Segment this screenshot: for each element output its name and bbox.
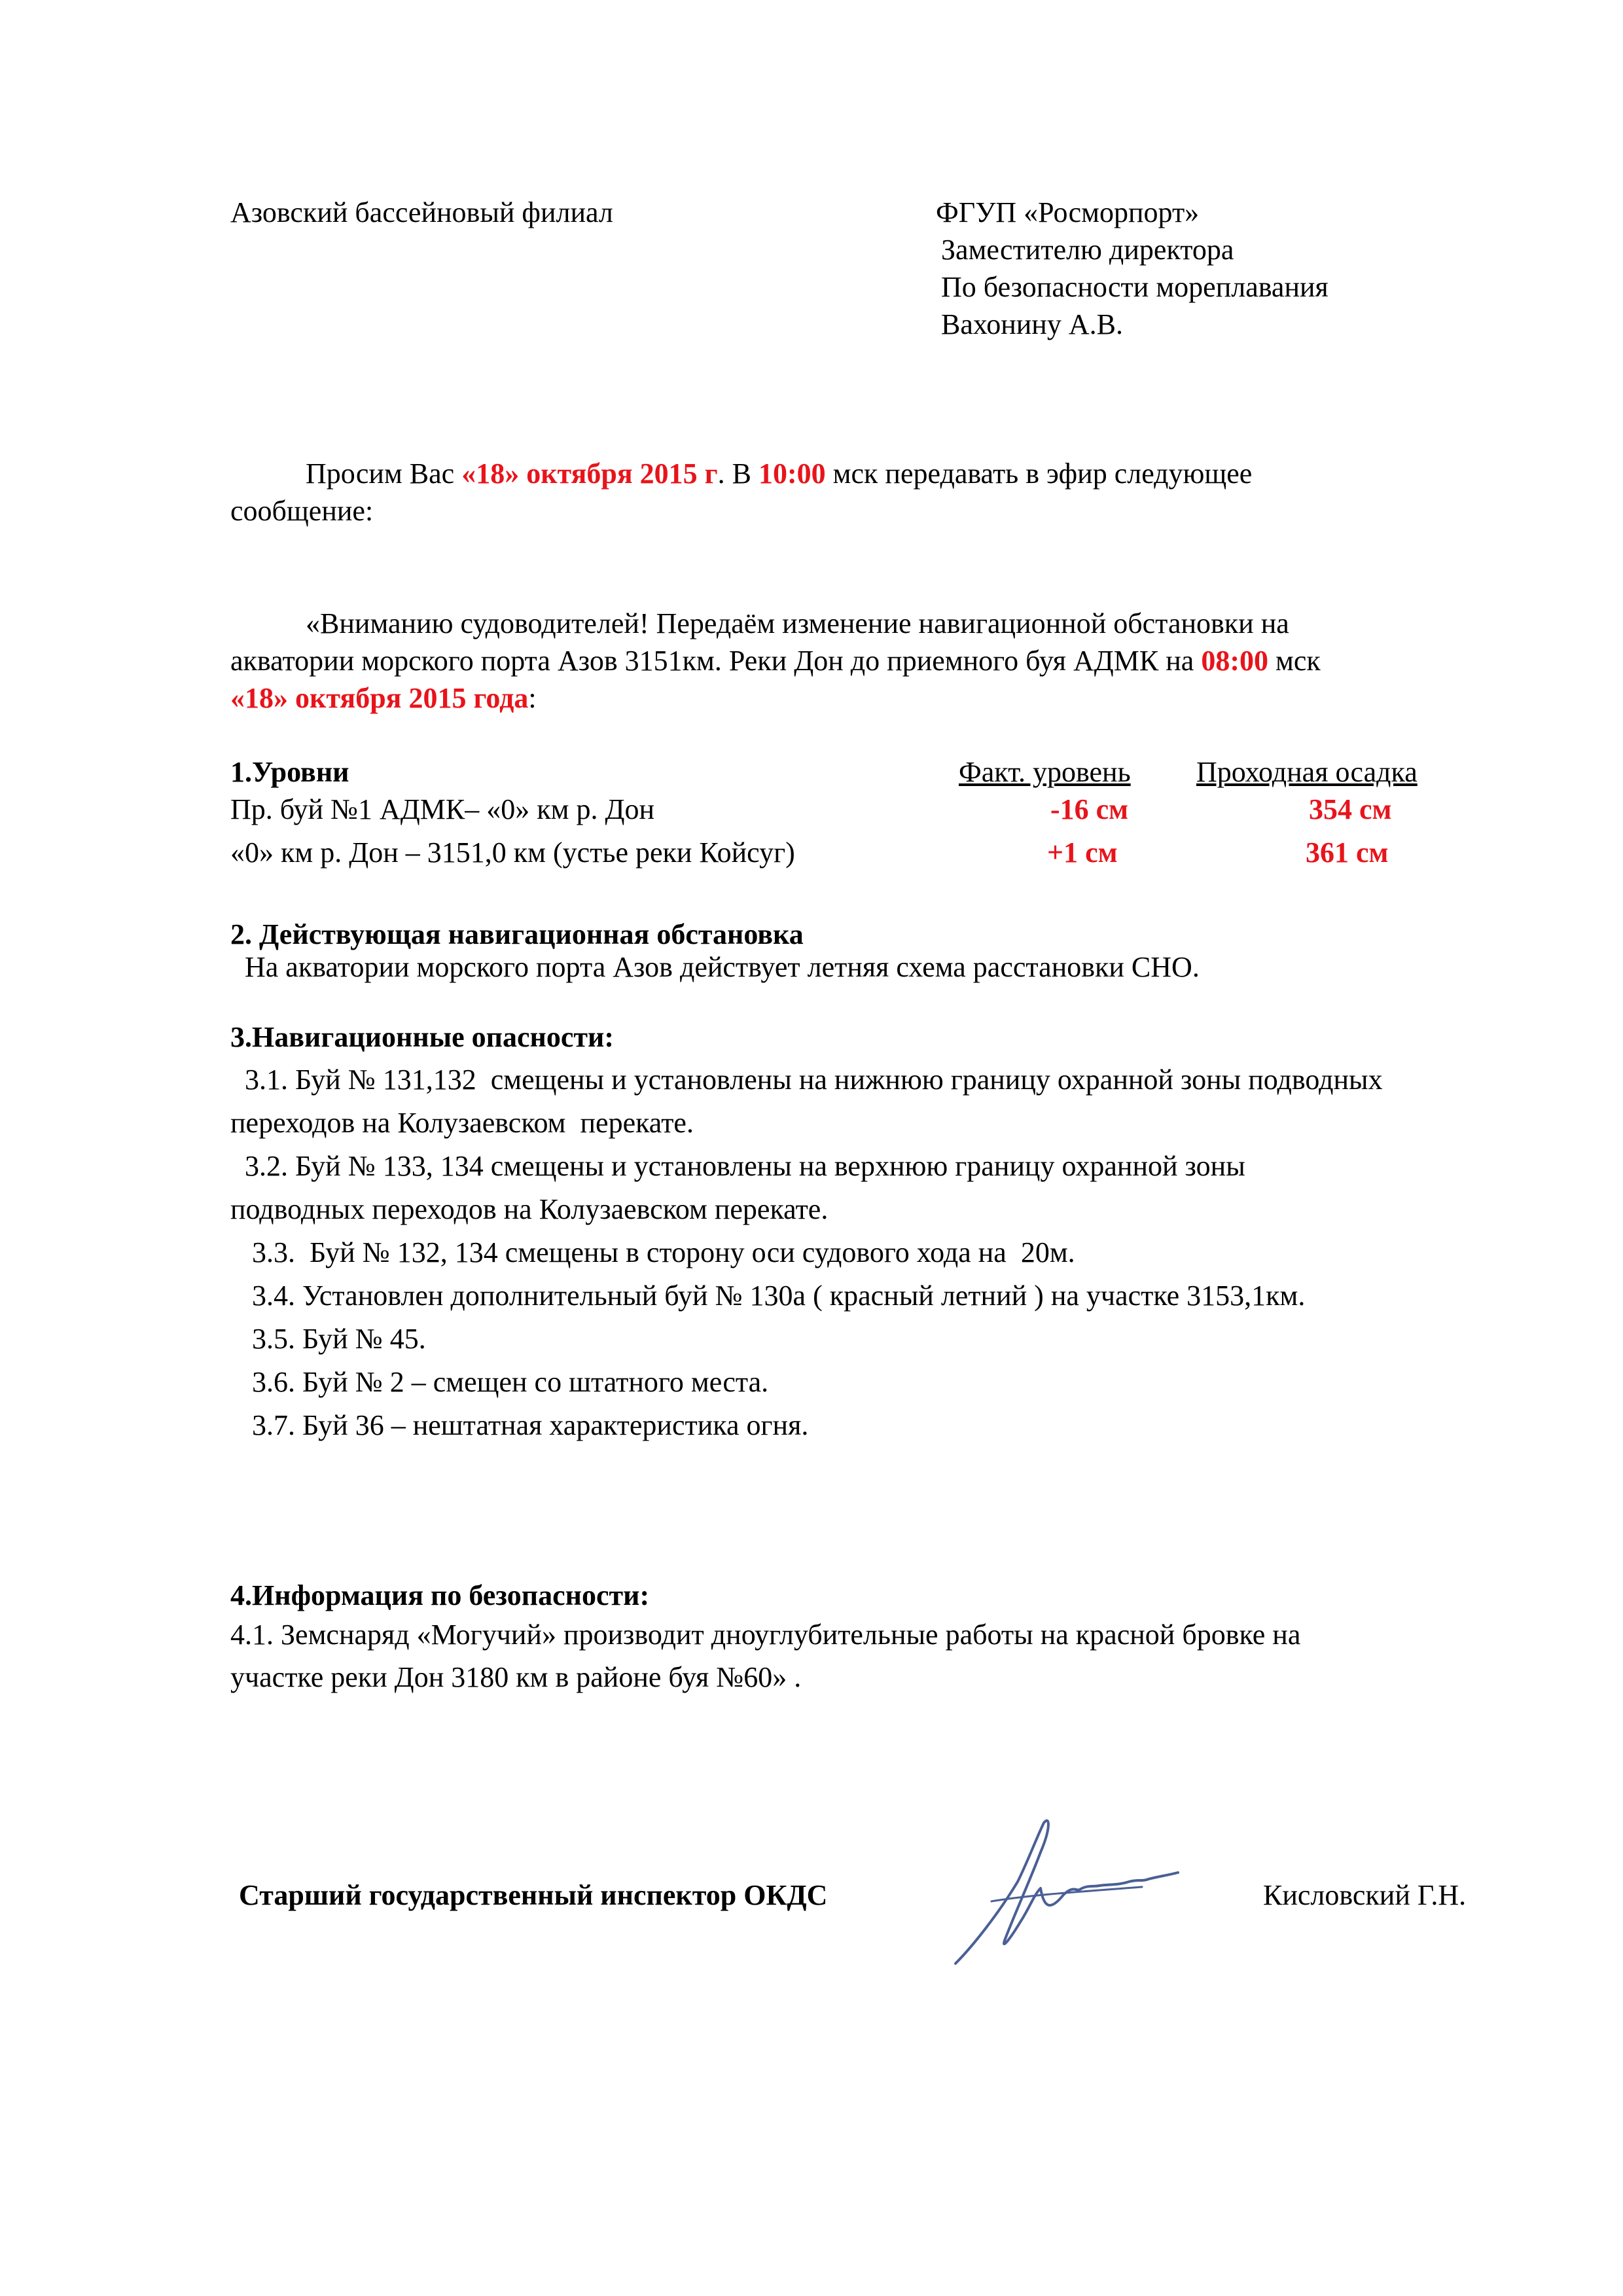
section4-title: 4.Информация по безопасности: <box>230 1579 650 1611</box>
recipient-name: Вахонину А.В. <box>941 308 1123 340</box>
request-date: «18» октября 2015 г <box>461 457 718 490</box>
levels-col-fact: Факт. уровень <box>959 756 1131 788</box>
recipient-org: ФГУП «Росморпорт» <box>936 196 1200 228</box>
section3-line: 3.6. Буй № 2 – смещен со штатного места. <box>230 1366 769 1398</box>
section3-line: 3.2. Буй № 133, 134 смещены и установлены на верхнюю границу охранной зоны <box>230 1150 1245 1182</box>
section3-line: переходов на Колузаевском перекате. <box>230 1107 694 1139</box>
sender-org: Азовский бассейновый филиал <box>230 196 613 228</box>
section3-title: 3.Навигационные опасности: <box>230 1021 614 1053</box>
handwritten-signature <box>952 1816 1191 1970</box>
signatory-name: Кисловский Г.Н. <box>1263 1879 1467 1911</box>
section3-line: 3.1. Буй № 131,132 смещены и установлены на нижнюю границу охранной зоны подводных <box>230 1064 1383 1096</box>
section2-title: 2. Действующая навигационная обстановка <box>230 918 804 950</box>
section3-line: 3.4. Установлен дополнительный буй № 130а ( красный летний ) на участке 3153,1км. <box>230 1280 1306 1312</box>
recipient-position-2: По безопасности мореплавания <box>941 271 1329 303</box>
levels-row-2-draft: 361 см <box>1306 836 1389 869</box>
section3-line: подводных переходов на Колузаевском перекате. <box>230 1193 829 1225</box>
recipient-position-1: Заместителю директора <box>941 234 1234 266</box>
message-time: 08:00 <box>1201 645 1268 677</box>
section3-line: 3.3. Буй № 132, 134 смещены в сторону оси судового хода на 20м. <box>230 1236 1075 1268</box>
section4-line-1: 4.1. Земснаряд «Могучий» производит дноуглубительные работы на красной бровке на <box>230 1619 1301 1651</box>
request-time: 10:00 <box>758 457 826 490</box>
section3-line: 3.7. Буй 36 – нештатная характеристика огня. <box>230 1409 809 1441</box>
levels-col-draft: Проходная осадка <box>1196 756 1418 788</box>
section3-line: 3.5. Буй № 45. <box>230 1323 426 1355</box>
section4-line-2: участке реки Дон 3180 км в районе буя №60» . <box>230 1661 802 1693</box>
section2-text: На акватории морского порта Азов действует летняя схема расстановки СНО. <box>230 951 1200 983</box>
levels-title: 1.Уровни <box>230 756 349 788</box>
levels-row-2-fact: +1 см <box>1047 836 1118 869</box>
message-line-3: «18» октября 2015 года: <box>230 682 537 714</box>
message-line-2: акватории морского порта Азов 3151км. Реки Дон до приемного буя АДМК на 08:00 мск <box>230 645 1321 677</box>
levels-row-1-draft: 354 см <box>1309 793 1392 825</box>
levels-row-2-label: «0» км р. Дон – 3151,0 км (устье реки Койсуг) <box>230 836 795 869</box>
signatory-position: Старший государственный инспектор ОКДС <box>239 1879 828 1911</box>
request-line-1: Просим Вас «18» октября 2015 г. В 10:00 мск передавать в эфир следующее <box>306 457 1253 490</box>
request-line-2: сообщение: <box>230 495 374 527</box>
message-date: «18» октября 2015 года <box>230 682 529 714</box>
levels-row-1-fact: -16 см <box>1050 793 1129 825</box>
levels-row-1-label: Пр. буй №1 АДМК– «0» км р. Дон <box>230 793 655 825</box>
message-line-1: «Вниманию судоводителей! Передаём изменение навигационной обстановки на <box>306 607 1289 639</box>
